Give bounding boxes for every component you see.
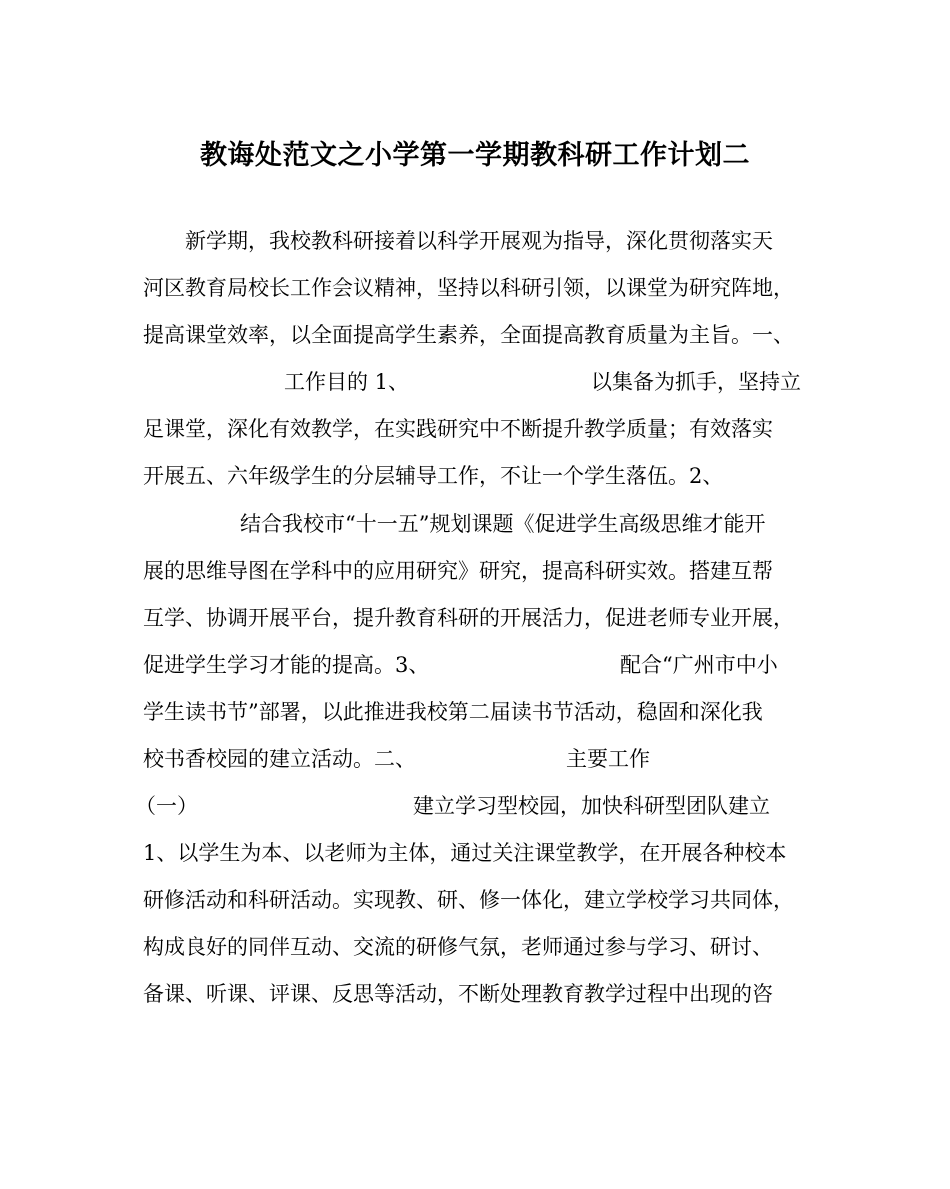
line-text: 提高课堂效率，以全面提高学生素养，全面提高教育质量为主旨。一、	[143, 323, 794, 347]
line-text: 研修活动和科研活动。实现教、研、修一体化，建立学校学习共同体，	[143, 888, 794, 912]
line-text: 足课堂，深化有效教学，在实践研究中不断提升教学质量；有效落实	[143, 417, 773, 441]
line-text-left: 工作目的 1、	[284, 370, 410, 394]
line-text-left: 校书香校园的建立活动。二、	[143, 747, 416, 771]
line-text-right: 主要工作	[566, 747, 650, 771]
line-text: 构成良好的同伴互动、交流的研修气氛，老师通过参与学习、研讨、	[143, 935, 773, 959]
line-text-left: （一）	[135, 794, 198, 818]
line-text: 河区教育局校长工作会议精神，坚持以科研引领，以课堂为研究阵地，	[143, 276, 794, 300]
line-text: 备课、听课、评课、反思等活动，不断处理教育教学过程中出现的咨	[143, 982, 773, 1006]
line-text: 结合我校市“十一五”规划课题《促进学生高级思维才能开	[240, 512, 766, 536]
line-text-right: 建立学习型校园，加快科研型团队建立	[413, 794, 770, 818]
line-text: 开展五、六年级学生的分层辅导工作，不让一个学生落伍。2、	[143, 464, 724, 488]
line-text: 1、以学生为本、以老师为主体，通过关注课堂教学，在开展各种校本	[143, 841, 787, 865]
line-text: 互学、协调开展平台，提升教育科研的开展活力，促进老师专业开展，	[143, 606, 794, 630]
line-text-right: 配合“广州市中小	[620, 653, 778, 677]
line-text-right: 以集备为抓手，坚持立	[591, 370, 801, 394]
line-text: 学生读书节”部署，以此推进我校第二届读书节活动，稳固和深化我	[143, 700, 763, 724]
line-text: 新学期，我校教科研接着以科学开展观为指导，深化贯彻落实天	[185, 229, 773, 253]
document-title: 教诲处范文之小学第一学期教科研工作计划二	[200, 140, 750, 171]
line-text: 展的思维导图在学科中的应用研究》研究，提高科研实效。搭建互帮	[143, 559, 773, 583]
line-text-left: 促进学生学习才能的提高。3、	[143, 653, 430, 677]
